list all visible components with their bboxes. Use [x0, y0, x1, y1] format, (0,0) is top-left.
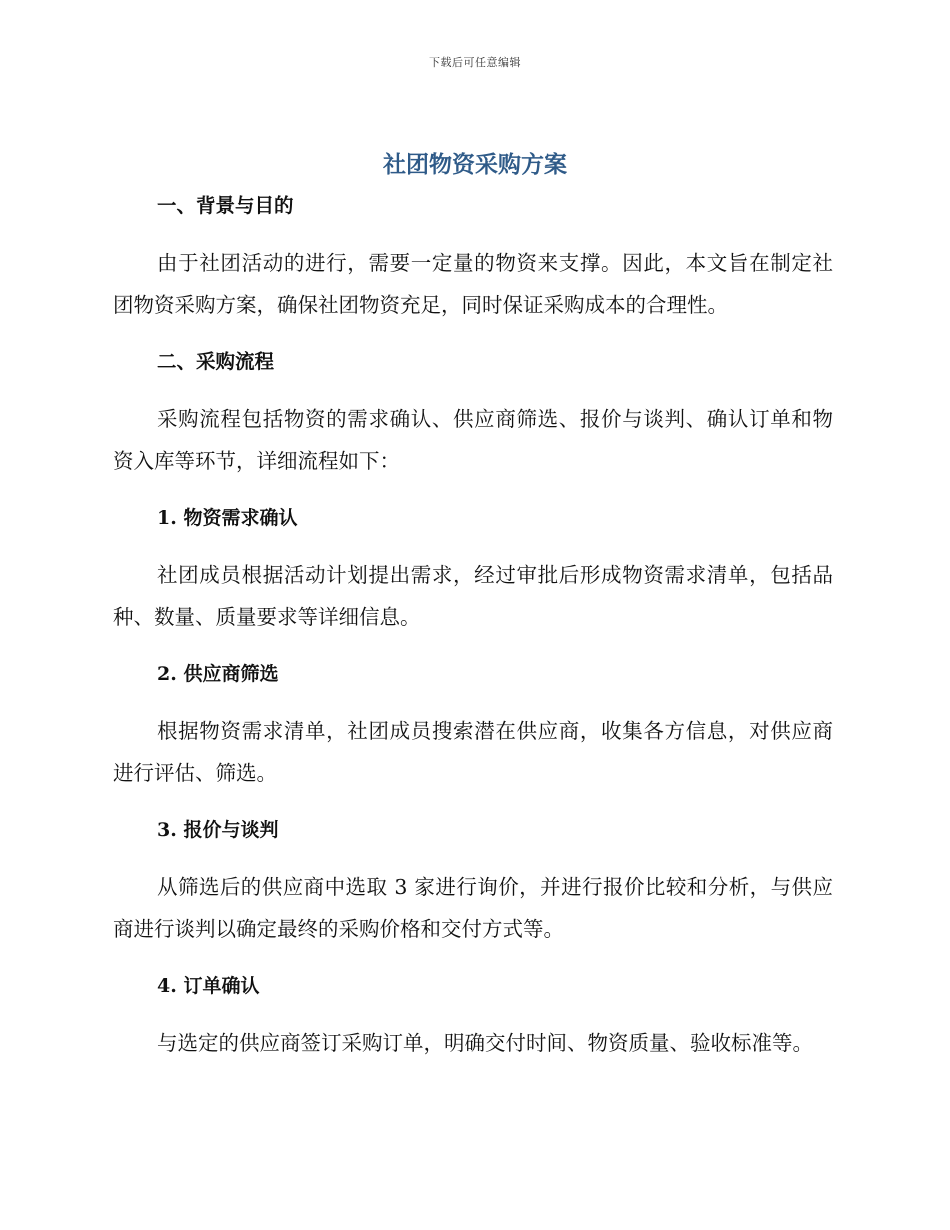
- step-paragraph: 社团成员根据活动计划提出需求，经过审批后形成物资需求清单，包括品种、数量、质量要求等详细信息。: [113, 563, 833, 629]
- section-heading-process: 二、采购流程: [157, 350, 275, 373]
- step-paragraph: 根据物资需求清单，社团成员搜索潜在供应商，收集各方信息，对供应商进行评估、筛选。: [113, 719, 833, 785]
- step-paragraph: 从筛选后的供应商中选取 3 家进行询价，并进行报价比较和分析，与供应商进行谈判以确定最终的采购价格和交付方式等。: [113, 875, 833, 941]
- step-heading: 1. 物资需求确认: [157, 507, 298, 529]
- header-note: 下载后可任意编辑: [429, 56, 521, 69]
- step-heading: 4. 订单确认: [157, 975, 260, 997]
- section-paragraph-process-intro: 采购流程包括物资的需求确认、供应商筛选、报价与谈判、确认订单和物资入库等环节，详细流程如下：: [113, 407, 833, 473]
- section-heading-background: 一、背景与目的: [157, 194, 294, 217]
- step-heading: 2. 供应商筛选: [157, 663, 279, 685]
- page-title: 社团物资采购方案: [383, 152, 567, 178]
- step-heading: 3. 报价与谈判: [157, 819, 279, 841]
- document-body: [113, 190, 833, 1064]
- step-paragraph: 与选定的供应商签订采购订单，明确交付时间、物资质量、验收标准等。: [157, 1031, 813, 1055]
- section-paragraph-background: 由于社团活动的进行，需要一定量的物资来支撑。因此，本文旨在制定社团物资采购方案，确保社团物资充足，同时保证采购成本的合理性。: [113, 251, 833, 317]
